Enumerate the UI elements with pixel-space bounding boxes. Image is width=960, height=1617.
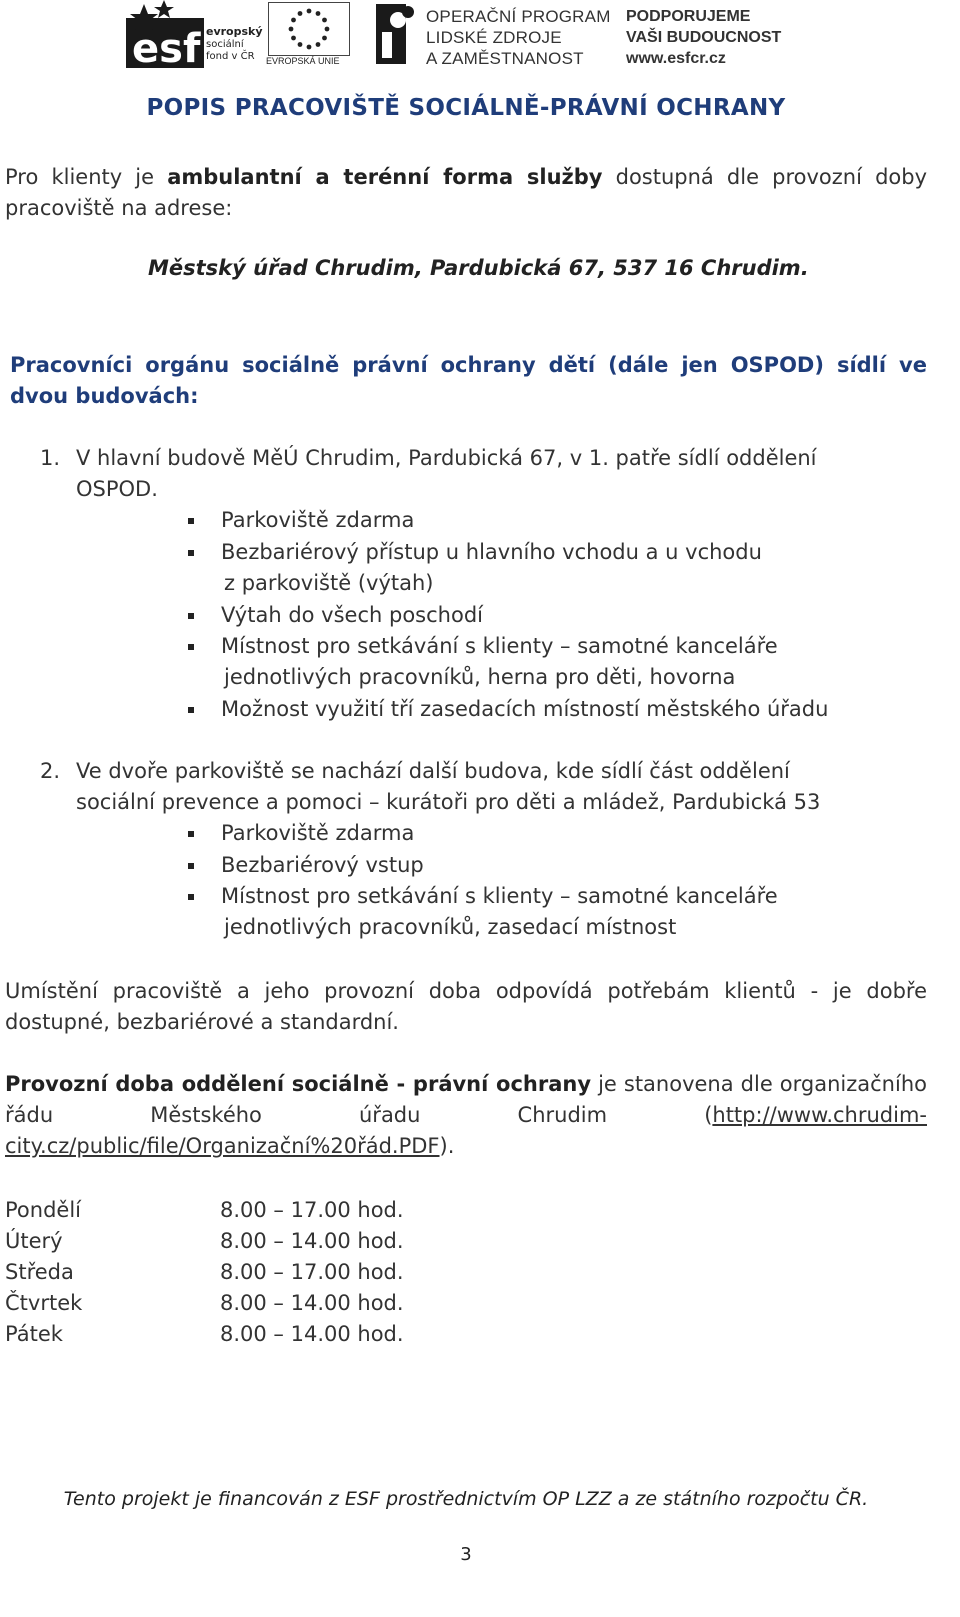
- hours-day: Pátek: [5, 1322, 63, 1346]
- hours-time: 8.00 – 17.00 hod.: [220, 1198, 404, 1222]
- building1-number: 1.: [40, 446, 61, 470]
- hours-intro-paragraph: Provozní doba oddělení sociálně - právní ochrany je stanovena dle organizačního řádu Městského úřadu Chrudim (http://www.chrudim-city.cz/public/file/Organizační%20řád.PDF).: [5, 1072, 927, 1158]
- hours-time: 8.00 – 17.00 hod.: [220, 1260, 404, 1284]
- bullet-icon: [188, 707, 194, 713]
- building1-line1: V hlavní budově MěÚ Chrudim, Pardubická 67, v 1. patře sídlí oddělení: [76, 446, 817, 470]
- hours-time: 8.00 – 14.00 hod.: [220, 1229, 404, 1253]
- bullet-icon: [188, 894, 194, 900]
- building2-line1: Ve dvoře parkoviště se nachází další budova, kde sídlí část oddělení: [76, 759, 790, 783]
- hours-day: Středa: [5, 1260, 74, 1284]
- hours-time: 8.00 – 14.00 hod.: [220, 1322, 404, 1346]
- hours-day: Čtvrtek: [5, 1291, 83, 1315]
- placement-paragraph: Umístění pracoviště a jeho provozní doba odpovídá potřebám klientů - je dobře dostupné, bezbariérové a standardní.: [5, 979, 927, 1034]
- op-program-icon: [372, 2, 416, 66]
- bullet-icon: [188, 863, 194, 869]
- bullet-icon: [188, 613, 194, 619]
- esf-caption: evropský sociální fond v ČR: [206, 25, 263, 62]
- support-slogan: PODPORUJEME VAŠI BUDOUCNOST www.esfcr.cz: [626, 8, 782, 67]
- building2-line2: sociální prevence a pomoci – kurátoři pro děti a mládež, Pardubická 53: [76, 790, 821, 814]
- footer-note: Tento projekt je financován z ESF prostřednictvím OP LZZ a ze státního rozpočtu ČR.: [63, 1488, 869, 1510]
- op-program-name: OPERAČNÍ PROGRAM LIDSKÉ ZDROJE A ZAMĚSTNANOST: [426, 7, 611, 68]
- bullet-icon: [188, 550, 194, 556]
- bullet-icon: [188, 518, 194, 524]
- document-page: esf evropský sociální fond v ČR EVROPSKÁ UNIE OPERAČNÍ PROGRAM LIDSKÉ ZDROJE A ZAMĚSTNANOST PODPORUJEME VAŠI BUDOUCNOST www.esfcr.cz POPIS PRACOVIŠTĚ SOCIÁLNĚ-PRÁVNÍ OCHRANY Pro klienty je ambulantní a terénní forma služby dostupná dle provozní doby pracoviště na adrese: Městský úřad Chrudim, Pardubická 67, 537 16 Chrudim. Pracovníci orgánu sociálně právní ochrany dětí (dále jen OSPOD) sídlí ve dvou budovách: 1. V hlavní budově MěÚ Chrudim, Pardubická 67, v 1. patře sídlí oddělení OSPOD. Parkoviště zdarma Bezbariérový přístup u hlavního vchodu a u vchodu z parkoviště (výtah) Výtah do všech poschodí Místnost pro setkávání s klienty – samotné kanceláře jednotlivých pracovníků, herna pro děti, hovorna Možnost využití tří zasedacích místností městského úřadu 2. Ve dvoře parkoviště se nachází další budova, kde sídlí část oddělení sociální prevence a pomoci – kurátoři pro děti a mládež, Pardubická 53 Parkoviště zdarma Bezbariérový vstup Místnost pro setkávání s klienty – samotné kanceláře jednotlivých pracovníků, zasedací místnost Umístění pracoviště a jeho provozní doba odpovídá potřebám klientů - je dobře dostupné, bezbariérové a standardní. Provozní doba oddělení sociálně - právní ochrany je stanovena dle organizačního řádu Městského úřadu Chrudim (http://www.chrudim-city.cz/public/file/Organizační%20řád.PDF). Pondělí 8.00 – 17.00 hod. Úterý 8.00 – 14.00 hod. Středa 8.00 – 17.00 hod. Čtvrtek 8.00 – 14.00 hod. Pátek 8.00 – 14.00 hod. Tento projekt je financován z ESF prostřednictvím OP LZZ a ze státního rozpočtu ČR. 3: [0, 0, 960, 1617]
- eu-caption: EVROPSKÁ UNIE: [266, 56, 340, 66]
- organization-rules-link[interactable]: http://www.chrudim-city.cz/public/file/Organizační%20řád.PDF: [5, 1103, 927, 1158]
- hours-day: Úterý: [5, 1229, 63, 1253]
- address: Městský úřad Chrudim, Pardubická 67, 537 16 Chrudim.: [148, 256, 809, 280]
- building1-line2: OSPOD.: [76, 477, 158, 501]
- header-logo-bar: [126, 0, 826, 72]
- hours-day: Pondělí: [5, 1198, 81, 1222]
- page-title: POPIS PRACOVIŠTĚ SOCIÁLNĚ-PRÁVNÍ OCHRANY: [146, 95, 786, 121]
- bullet-icon: [188, 644, 194, 650]
- bullet-icon: [188, 831, 194, 837]
- building2-number: 2.: [40, 759, 61, 783]
- svg-text:esf: esf: [132, 26, 201, 70]
- hours-time: 8.00 – 14.00 hod.: [220, 1291, 404, 1315]
- eu-flag-icon: [268, 2, 350, 56]
- page-number: 3: [460, 1544, 472, 1565]
- workers-heading: Pracovníci orgánu sociálně právní ochrany dětí (dále jen OSPOD) sídlí ve dvou budovách:: [10, 353, 927, 408]
- intro-paragraph: Pro klienty je ambulantní a terénní forma služby dostupná dle provozní doby pracoviště na adrese:: [5, 165, 927, 220]
